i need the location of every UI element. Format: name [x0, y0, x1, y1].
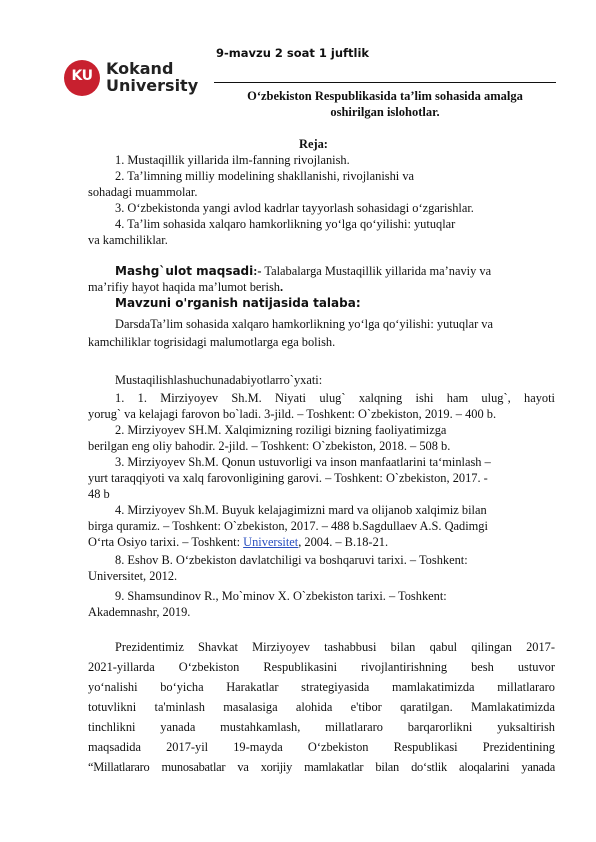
- goal-label: Mashg`ulot maqsadi: [115, 264, 254, 278]
- ref-1-line1: 1. 1. Mirziyoyev Sh.M. Niyati ulug` xalqning ishi ham ulug`, hayoti: [115, 391, 555, 405]
- logo-mark: [64, 60, 100, 96]
- ref-4-line3: [88, 534, 388, 550]
- body-line-7: “Millatlararo munosabatlar va xorijiy mamlakatlar bilan do‘stlik aloqalarini yanada: [88, 760, 555, 774]
- ref-2-line2: berilgan eng oliy bahodir. 2-jild. – Toshkent: O`zbekiston, 2018. – 508 b.: [88, 439, 451, 453]
- title-line1: O‘zbekiston Respublikasida ta’lim sohasida amalga: [247, 89, 523, 103]
- ref-1-line2: yorug` va kelajagi farovon bo`ladi. 3-jild. – Toshkent: O`zbekiston, 2019. – 400 b.: [88, 407, 497, 421]
- page-title: [214, 88, 556, 120]
- plan-item-2-cont: sohadagi muammolar.: [88, 185, 198, 199]
- logo-mark-text: KU: [71, 68, 93, 84]
- body-line-4: totuvlikni ta'minlash masalasiga alohida e'tibor qaratilgan. Mamlakatimizda: [88, 700, 555, 714]
- plan-item-4-cont: va kamchiliklar.: [88, 233, 168, 247]
- literature-heading: Mustaqilishlashuchunadabiyotlarro`yxati:: [115, 373, 323, 387]
- goal-line: [115, 263, 491, 279]
- ref-3-line1: 3. Mirziyoyev Sh.M. Qonun ustuvorligi va inson manfaatlarini ta‘minlash –: [115, 455, 491, 469]
- body-line-5: tinchlikni yanada mustahkamlash, millatlararo barqarorlikni yuksaltirish: [88, 720, 555, 734]
- goal-dot: .: [280, 280, 284, 294]
- ref-3-line3: 48 b: [88, 487, 110, 501]
- topic-label: 9-mavzu 2 soat 1 juftlik: [216, 46, 370, 60]
- ref-3-line2: yurt taraqqiyoti va xalq farovonligining garovi. – Toshkent: O`zbekiston, 2017. -: [88, 471, 488, 485]
- ref-2-line1: 2. Mirziyoyev SH.M. Xalqimizning roziligi bizning faoliyatimizga: [115, 423, 447, 437]
- logo-wordmark: [106, 60, 198, 94]
- header-divider: [214, 82, 556, 83]
- body-line-6: maqsadida 2017-yil 19-mayda O‘zbekiston Respublikasi Prezidentining: [88, 740, 555, 754]
- body-line-3: yo‘nalishi bo‘yicha Harakatlar strategiyasida mamlakatimizda millatlararo: [88, 680, 555, 694]
- plan-item-2: 2. Ta’limning milliy modelining shakllanishi, rivojlanishi va: [115, 169, 415, 183]
- ref-4-line3-post: , 2004. – B.18-21.: [298, 535, 389, 549]
- goal-line-2: [88, 279, 283, 295]
- ref-8-line2: Universitet, 2012.: [88, 569, 178, 583]
- ref-4-line1: 4. Mirziyoyev Sh.M. Buyuk kelajagimizni mard va olijanob xalqimiz bilan: [115, 503, 487, 517]
- ref-9-line1: 9. Shamsundinov R., Mo`minov X. O`zbekiston tarixi. – Toshkent:: [115, 589, 447, 603]
- ref-4-line2: birga quramiz. – Toshkent: O`zbekiston, 2017. – 488 b.Sagdullaev A.S. Qadimgi: [88, 519, 488, 533]
- plan-item-3: 3. O‘zbekistonda yangi avlod kadrlar tayyorlash sohasidagi o‘zgarishlar.: [115, 201, 474, 215]
- body-line-2: 2021-yillarda O‘zbekiston Respublikasini rivojlantirishning besh ustuvor: [88, 660, 555, 674]
- logo-line2: University: [106, 76, 199, 95]
- ref-8-line1: 8. Eshov B. O‘zbekiston davlatchiligi va boshqaruvi tarixi. – Toshkent:: [115, 553, 468, 567]
- goal-sep: :-: [253, 264, 262, 278]
- title-line2: oshirilgan islohotlar.: [330, 105, 440, 119]
- goal-text-2: ma’rifiy hayot haqida ma’lumot berish: [88, 280, 281, 294]
- ref-4-line3-pre: O‘rta Osiyo tarixi. – Toshkent:: [88, 535, 244, 549]
- outcome-line1: DarsdaTa’lim sohasida xalqaro hamkorlikning yo‘lga qo‘yilishi: yutuqlar va: [115, 317, 493, 331]
- outcome-label: Mavzuni o'rganish natijasida talaba:: [115, 296, 361, 310]
- kokand-university-logo: [64, 60, 206, 98]
- plan-item-4: 4. Ta’lim sohasida xalqaro hamkorlikning yo‘lga qo‘yilishi: yutuqlar: [115, 217, 456, 231]
- body-line-1: Prezidentimiz Shavkat Mirziyoyev tashabbusi bilan qabul qilingan 2017-: [115, 640, 555, 654]
- goal-text: Talabalarga Mustaqillik yillarida ma’naviy va: [261, 264, 492, 278]
- plan-item-1: 1. Mustaqillik yillarida ilm-fanning rivojlanish.: [115, 153, 350, 167]
- outcome-line2: kamchiliklar togrisidagi malumotlarga ega bolish.: [88, 335, 336, 349]
- plan-heading: Reja:: [299, 137, 328, 151]
- universitet-link[interactable]: Universitet: [243, 535, 299, 549]
- logo-line1: Kokand: [106, 59, 174, 78]
- ref-9-line2: Akademnashr, 2019.: [88, 605, 191, 619]
